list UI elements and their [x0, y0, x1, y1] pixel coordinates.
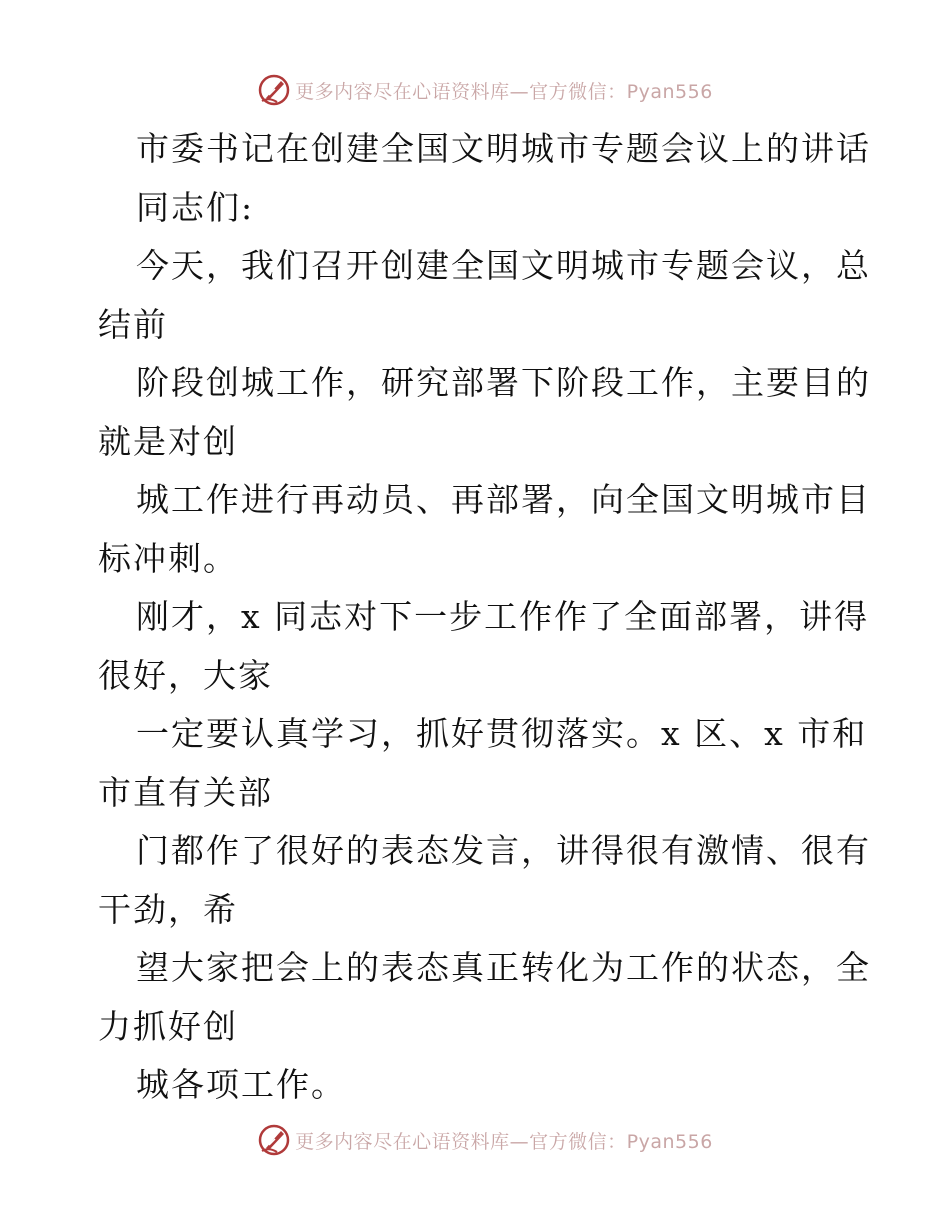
paragraph-line: 标冲刺。: [98, 538, 238, 578]
header-watermark-text: 更多内容尽在心语资料库—官方微信：Pyan556: [295, 80, 713, 103]
quill-pen-logo-icon: [257, 1123, 291, 1157]
paragraph-line: 望大家把会上的表态真正转化为工作的状态，全: [136, 948, 871, 987]
paragraph-line: 今天，我们召开创建全国文明城市专题会议，总: [136, 246, 871, 285]
paragraph-line: 一定要认真学习，抓好贯彻落实。x 区、x 市和: [136, 714, 868, 753]
quill-pen-logo-icon: [257, 73, 291, 107]
paragraph-line: 门都作了很好的表态发言，讲得很有激情、很有: [136, 831, 871, 870]
paragraph-line: 结前: [98, 304, 168, 344]
paragraph-line: 城各项工作。: [136, 1065, 346, 1104]
paragraph-line: 就是对创: [98, 421, 238, 461]
footer-watermark-text: 更多内容尽在心语资料库—官方微信：Pyan556: [295, 1130, 713, 1153]
paragraph-line: 市直有关部: [98, 772, 273, 812]
paragraph-line: 刚才，x 同志对下一步工作作了全面部署，讲得: [136, 597, 870, 636]
paragraph-line: 力抓好创: [98, 1006, 238, 1046]
document-title: 市委书记在创建全国文明城市专题会议上的讲话: [136, 129, 871, 168]
paragraph-line: 干劲，希: [98, 889, 238, 929]
paragraph-line: 同志们:: [136, 187, 255, 227]
footer-watermark-banner: [0, 1120, 950, 1160]
header-watermark-banner: [0, 70, 950, 110]
paragraph-line: 阶段创城工作，研究部署下阶段工作，主要目的: [136, 363, 871, 402]
paragraph-line: 城工作进行再动员、再部署，向全国文明城市目: [136, 480, 871, 519]
document-body: [98, 120, 871, 1115]
paragraph-line: 很好，大家: [98, 655, 273, 695]
